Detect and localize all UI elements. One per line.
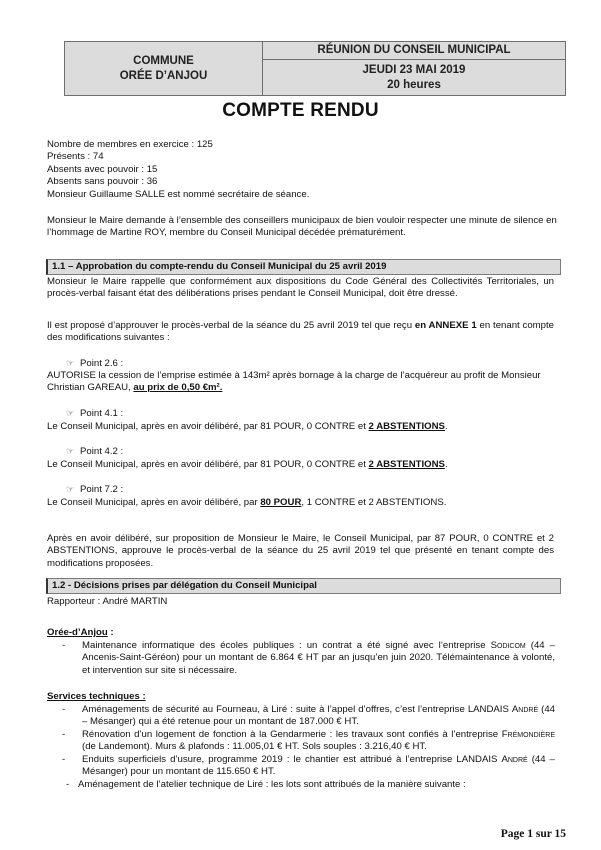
list-item: - Maintenance informatique des écoles publiques : un contrat a été signé avec l’entreprise Sodicom (44 – Ancenis-Saint-Géréon) pour un montant de 6.864 € HT par an jusqu’en juin 2020. Télémaintenance à volonté, et intervention sur site si nécessaire. xyxy=(62,640,555,676)
point-7-2-label: ☞ Point 7.2 : xyxy=(66,484,124,495)
section-1-1-intro: Monsieur le Maire rappelle que conformément aux dispositions du Code Général des Collectivités Territoriales, un procès-verbal faisant état des délibérations prises pendant le Conseil Municipal, doit être dressé. xyxy=(47,276,554,300)
silence-paragraph: Monsieur le Maire demande à l’ensemble des conseillers municipaux de bien vouloir respecter une minute de silence en l’hommage de Martine ROY, membre du Conseil Municipal décédée prématurément. xyxy=(47,215,557,239)
commune-name: ORÉE D’ANJOU xyxy=(119,69,208,82)
meeting-cell xyxy=(263,42,565,95)
rapporteur-line: Rapporteur : André MARTIN xyxy=(47,596,168,607)
meeting-time: 20 heures xyxy=(387,78,441,91)
commune-cell xyxy=(65,42,263,95)
list-dash: - xyxy=(62,704,66,715)
abstentions-emphasis: 2 ABSTENTIONS xyxy=(368,459,445,470)
page-number: Page 1 sur 15 xyxy=(500,828,566,840)
group-heading-services-techniques: Services techniques : xyxy=(47,691,146,702)
hand-pointing-icon: ☞ xyxy=(66,446,75,456)
absent-without-proxy: Absents sans pouvoir : 36 xyxy=(47,176,158,188)
point-4-1-label: ☞ Point 4.1 : xyxy=(66,408,124,419)
present-count: Présents : 74 xyxy=(47,151,104,163)
list-item: - Aménagements de sécurité au Fourneau, à Liré : suite à l’appel d’offres, c’est l’entreprise LANDAIS André (44 – Mésanger) qui a été retenue pour un montant de 187.000 € HT. xyxy=(62,704,555,728)
list-dash: - xyxy=(66,779,70,790)
point-4-2-text: Le Conseil Municipal, après en avoir délibéré, par 81 POUR, 0 CONTRE et 2 ABSTENTIONS. xyxy=(47,459,448,470)
hand-pointing-icon: ☞ xyxy=(66,358,75,368)
hand-pointing-icon: ☞ xyxy=(66,484,75,494)
hand-pointing-icon: ☞ xyxy=(66,408,75,418)
abstentions-emphasis: 2 ABSTENTIONS xyxy=(368,421,445,432)
absent-with-proxy: Absents avec pouvoir : 15 xyxy=(47,163,158,175)
header-box xyxy=(64,41,566,96)
annex-reference: en ANNEXE 1 xyxy=(414,320,477,331)
point-2-6-label: ☞ Point 2.6 : xyxy=(66,358,124,369)
section-heading-1-2: 1.2 - Décisions prises par délégation du Conseil Municipal xyxy=(46,578,561,594)
list-dash: - xyxy=(62,754,66,765)
point-2-6-text: AUTORISE la cession de l’emprise estimée à 143m² après bornage à la charge de l’acquéreur au profit de Monsieur Christian GAREAU, au prix de 0,50 €m². xyxy=(47,370,541,394)
section-1-1-proposal xyxy=(47,320,554,345)
list-dash: - xyxy=(62,640,66,651)
page-title: COMPTE RENDU xyxy=(222,100,379,121)
members-count: Nombre de membres en exercice : 125 xyxy=(47,139,213,150)
list-item: - Rénovation d’un logement de fonction à la Gendarmerie : les travaux sont confiés à l’entreprise Frémondière (de Landemont). Murs & plafonds : 11.005,01 € HT. Sols souples : 3.216,40 € HT. xyxy=(62,729,555,753)
commune-label: COMMUNE xyxy=(133,54,194,67)
point-4-1-text: Le Conseil Municipal, après en avoir délibéré, par 81 POUR, 0 CONTRE et 2 ABSTENTIONS. xyxy=(47,421,448,432)
group-heading-oree-anjou: Orée-d’Anjou : xyxy=(47,627,114,638)
point-7-2-text: Le Conseil Municipal, après en avoir délibéré, par 80 POUR, 1 CONTRE et 2 ABSTENTIONS. xyxy=(47,497,447,508)
list-item: - Enduits superficiels d’usure, programme 2019 : le chantier est attribué à l’entreprise LANDAIS André (44 – Mésanger) pour un montant de 115.650 € HT. xyxy=(62,754,555,778)
point-4-2-label: ☞ Point 4.2 : xyxy=(66,446,124,457)
attendance-block xyxy=(47,139,567,201)
secretary-line: Monsieur Guillaume SALLE est nommé secrétaire de séance. xyxy=(47,188,310,200)
section-1-1-conclusion: Après en avoir délibéré, sur proposition de Monsieur le Maire, le Conseil Municipal, par 87 POUR, 0 CONTRE et 2 ABSTENTIONS, approuve le procès-verbal de la séance du 25 avril 2019 tel que présenté en tenant compte des modifications proposées. xyxy=(47,533,554,569)
proposal-text-a: Il est proposé d’approuver le procès-verbal de la séance du 25 avril 2019 tel que reçu xyxy=(47,320,415,331)
meeting-date: JEUDI 23 MAI 2019 xyxy=(362,63,466,76)
section-heading-1-1: 1.1 – Approbation du compte-rendu du Conseil Municipal du 25 avril 2019 xyxy=(46,259,561,275)
pour-emphasis: 80 POUR xyxy=(260,497,302,508)
list-dash: - xyxy=(62,729,66,740)
meeting-datetime xyxy=(263,60,565,95)
proposal-text-b: en tenant compte des modifications suivantes : xyxy=(47,320,554,344)
meeting-title: RÉUNION DU CONSEIL MUNICIPAL xyxy=(263,42,565,60)
list-item: - Aménagement de l’atelier technique de Liré : les lots sont attribués de la manière suivante : xyxy=(66,779,466,790)
price-emphasis: au prix de 0,50 €m². xyxy=(133,382,223,394)
